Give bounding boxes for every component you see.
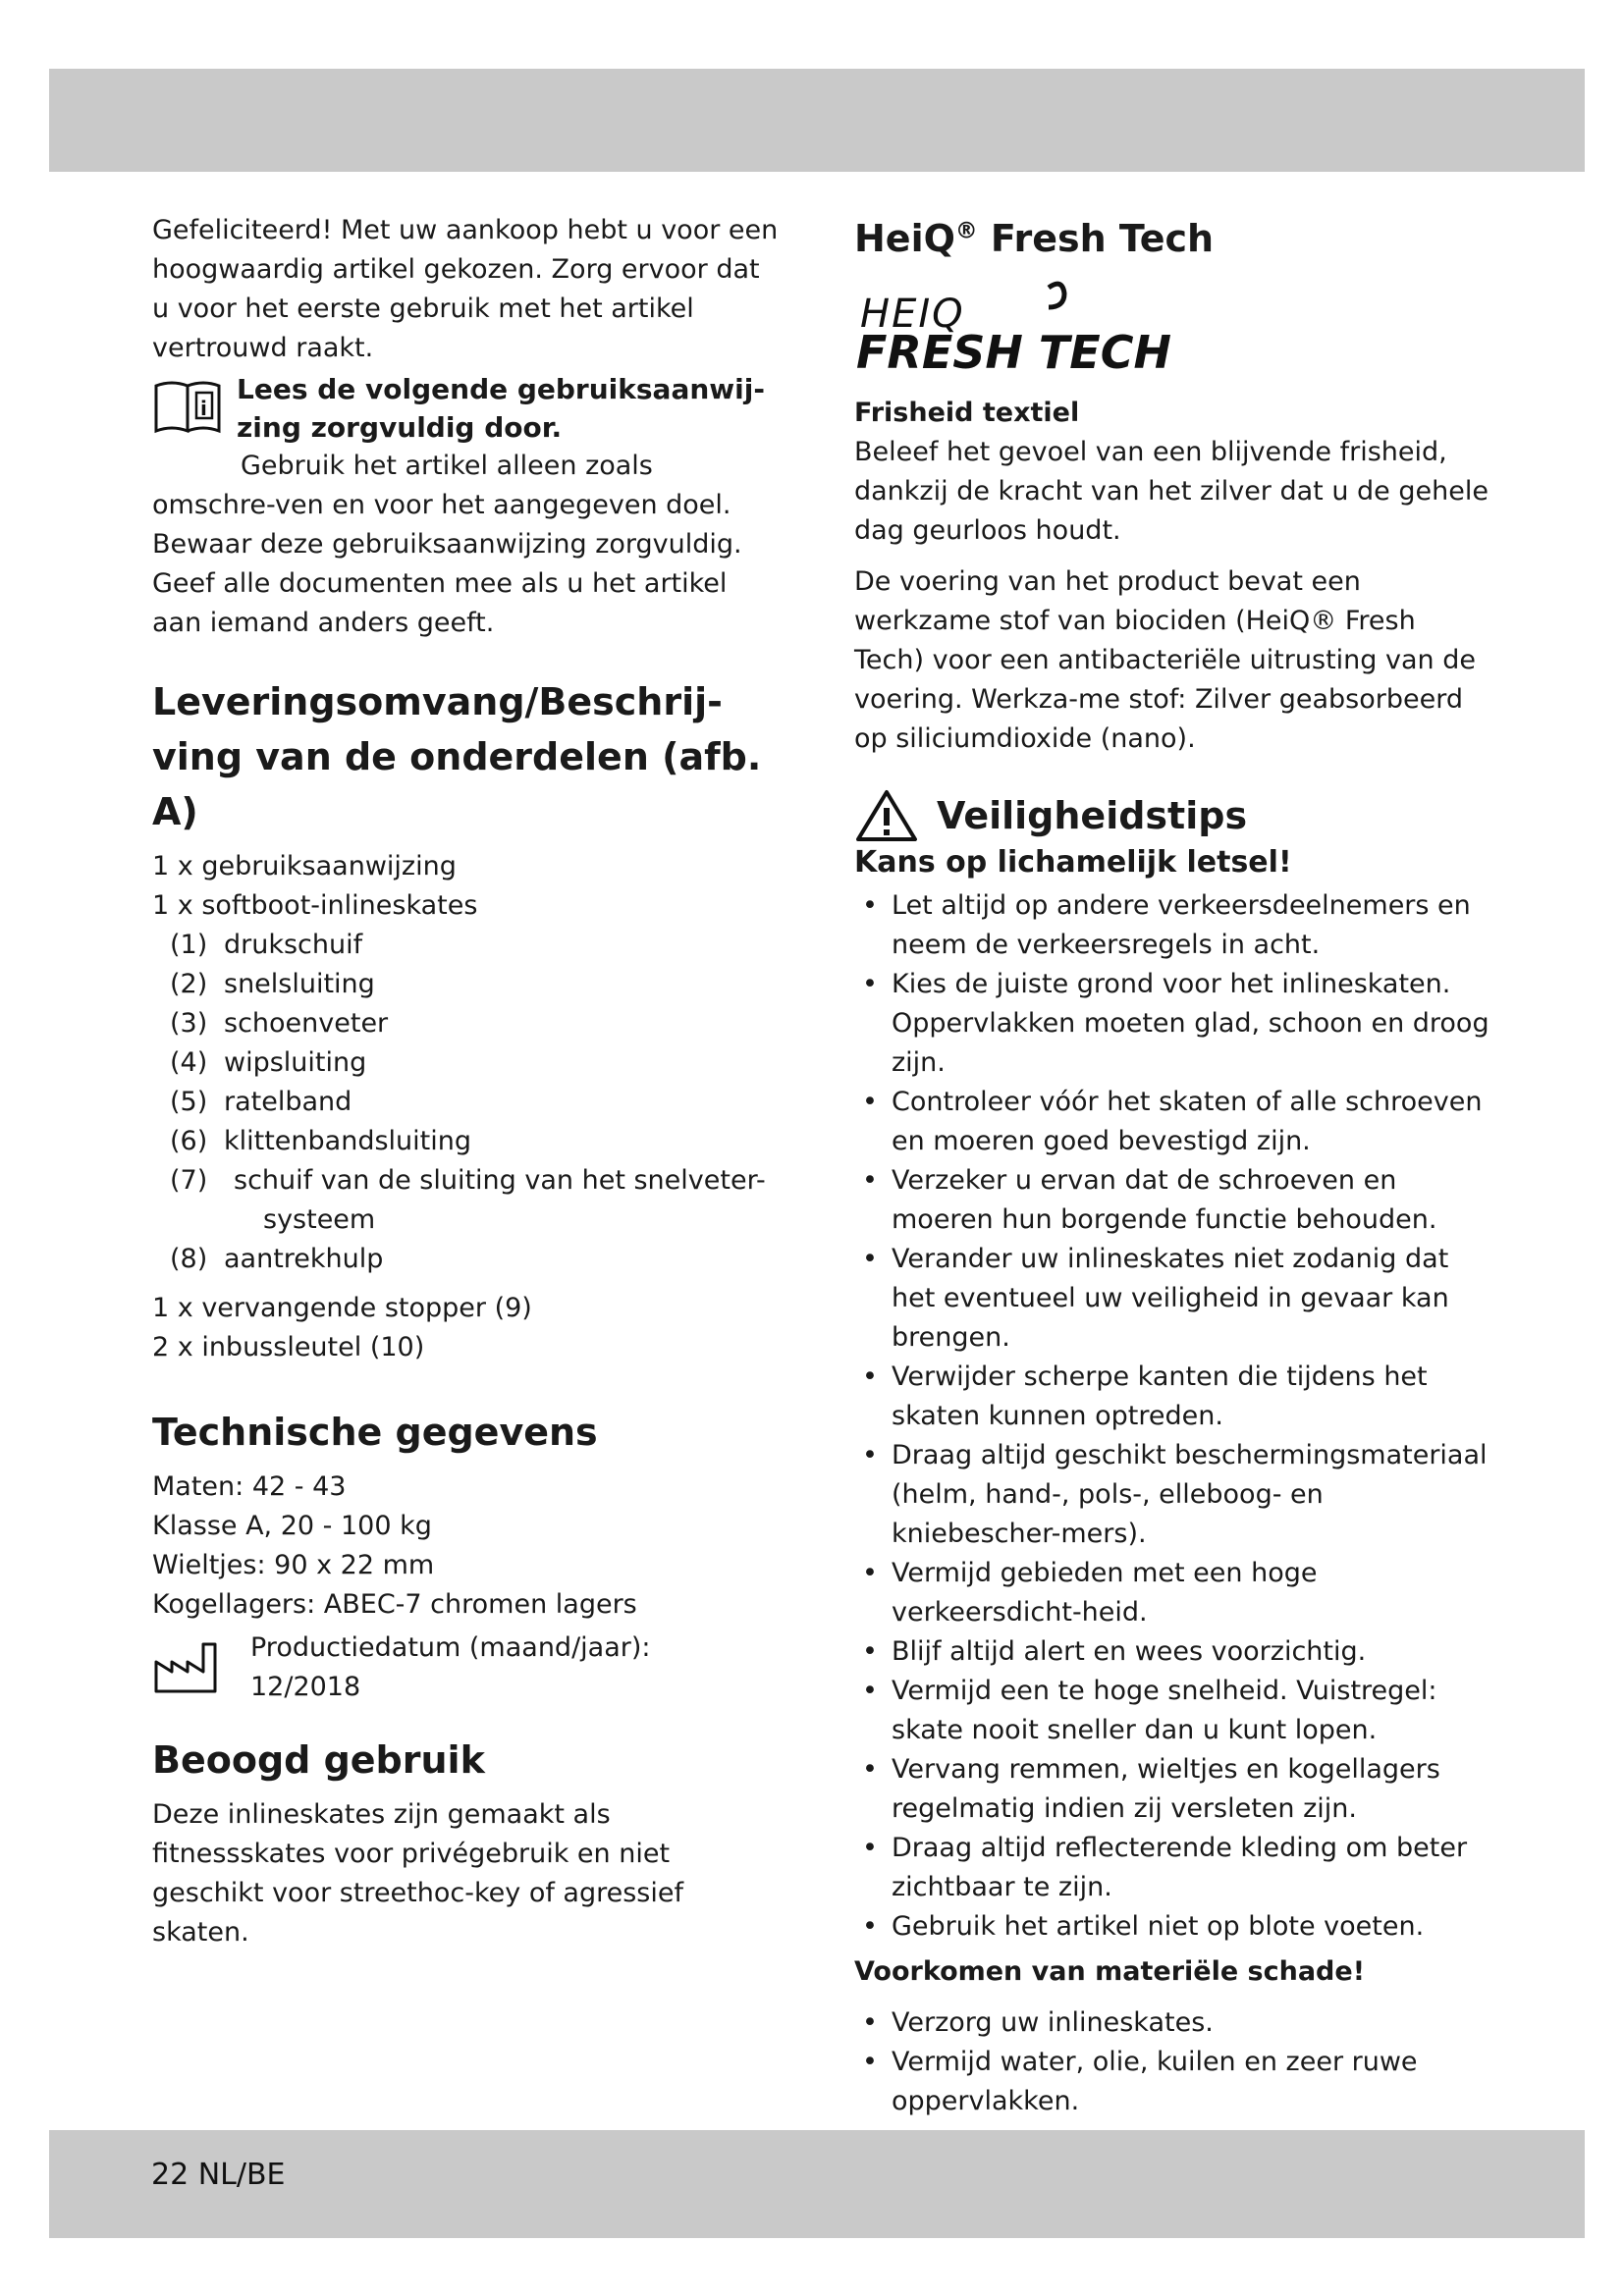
part-number: (1): [170, 930, 208, 960]
warning-triangle-icon: [854, 788, 919, 843]
list-item: • Vermijd gebieden met een hoge verkeersdicht-heid.: [854, 1554, 1492, 1632]
injury-title: Kans op lichamelijk letsel!: [854, 845, 1292, 880]
tech-list: [152, 1468, 781, 1707]
part-item: [152, 965, 781, 1004]
heiq-title: [854, 211, 1492, 266]
part-label: wipsluiting: [224, 1047, 367, 1078]
factory-icon: [152, 1629, 250, 1699]
part-number: (2): [170, 969, 208, 999]
list-item: • Draag altijd reflecterende kleding om beter zichtbaar te zijn.: [854, 1829, 1492, 1907]
tech-line: Maten: 42 - 43: [152, 1471, 347, 1502]
safety-heading: [854, 788, 1492, 843]
part-number: (8): [170, 1244, 208, 1274]
part-label-continued: systeem: [263, 1204, 376, 1235]
registered-mark: ®: [954, 218, 978, 244]
part-label: drukschuif: [224, 930, 363, 960]
injury-list: [854, 886, 1492, 1947]
list-item: 1 x gebruiksaanwijzing: [152, 851, 457, 881]
list-item: • Vermijd een te hoge snelheid. Vuistregel: skate nooit sneller dan u kunt lopen.: [854, 1672, 1492, 1750]
part-item: [152, 1083, 781, 1122]
tech-line: Wieltjes: 90 x 22 mm: [152, 1550, 435, 1580]
list-item: • Verwijder scherpe kanten die tijdens het skaten kunnen optreden.: [854, 1358, 1492, 1436]
part-number: (7): [170, 1165, 208, 1196]
header-bar: [49, 69, 1585, 172]
part-label: aantrekhulp: [224, 1244, 384, 1274]
heiq-title-rest: Fresh Tech: [977, 217, 1215, 260]
part-item: [152, 1240, 781, 1279]
list-item: • Verander uw inlineskates niet zodanig dat het eventueel uw veiligheid in gevaar kan brengen.: [854, 1240, 1492, 1358]
list-item: • Vermijd water, olie, kuilen en zeer ruwe oppervlakken.: [854, 2043, 1492, 2121]
logo-top-text: HEIQ: [860, 292, 965, 337]
list-item: • Verzeker u ervan dat de schroeven en moeren hun borgende functie behouden.: [854, 1161, 1492, 1240]
list-item: 1 x softboot-inlineskates: [152, 890, 478, 921]
heiq-text-2: De voering van het product bevat een werkzame stof van biociden (HeiQ® Fresh Tech) voor een antibacteriële uitrusting van de voering. Werkza-me stof: Zilver geabsorbeerd op siliciumdioxide (nano).: [854, 566, 1476, 754]
part-label: klittenbandsluiting: [224, 1126, 471, 1156]
production-date-row: [152, 1629, 781, 1707]
part-item: [152, 1043, 781, 1083]
use-text: Deze inlineskates zijn gemaakt als fitnessskates voor privégebruik en niet geschikt voor streethoc-key of agressief skaten.: [152, 1799, 683, 1948]
notice-text: Gebruik het artikel alleen zoals omschre-ven en voor het aangegeven doel.: [152, 451, 731, 520]
notice-bold-text: Lees de volgende gebruiksaanwij-zing zorgvuldig door.: [237, 373, 765, 444]
list-item: • Blijf altijd alert en wees voorzichtig.: [854, 1632, 1492, 1672]
tech-line: Klasse A, 20 - 100 kg: [152, 1511, 432, 1541]
part-item: [152, 1004, 781, 1043]
notice-block: [152, 370, 781, 447]
safety-title: Veiligheidstips: [937, 794, 1248, 837]
scope-list: [152, 847, 781, 1367]
part-item: [152, 1161, 781, 1240]
list-item: • Draag altijd geschikt beschermingsmateriaal (helm, hand-, pols-, elleboog- en kniebescher-mers).: [854, 1436, 1492, 1554]
part-label: snelsluiting: [224, 969, 375, 999]
list-item: • Gebruik het artikel niet op blote voeten.: [854, 1907, 1492, 1947]
list-item: • Vervang remmen, wieltjes en kogellagers regelmatig indien zij versleten zijn.: [854, 1750, 1492, 1829]
svg-text:i: i: [200, 397, 207, 420]
part-label: schoenveter: [224, 1008, 389, 1039]
list-item: 2 x inbussleutel (10): [152, 1332, 425, 1362]
tech-title: Technische gegevens: [152, 1411, 598, 1454]
page-number: 22 NL/BE: [151, 2158, 286, 2192]
heiq-subtitle: Frisheid textiel: [854, 398, 1080, 428]
heiq-fresh-tech-logo: [854, 278, 1492, 380]
part-number: (3): [170, 1008, 208, 1039]
list-item: • Controleer vóór het skaten of alle schroeven en moeren goed bevestigd zijn.: [854, 1083, 1492, 1161]
logo-bottom-text: FRESH TECH: [856, 326, 1171, 376]
heiq-title-main: HeiQ: [854, 217, 955, 260]
list-item: • Let altijd op andere verkeersdeelnemers en neem de verkeersregels in acht.: [854, 886, 1492, 965]
damage-list: [854, 2003, 1492, 2121]
part-label: schuif van de sluiting van het snelveter-: [234, 1165, 766, 1196]
part-number: (6): [170, 1126, 208, 1156]
scope-title: Leveringsomvang/Beschrij-ving van de onderdelen (afb. A): [152, 680, 762, 833]
tech-line: Kogellagers: ABEC-7 chromen lagers: [152, 1589, 637, 1620]
part-number: (4): [170, 1047, 208, 1078]
list-item: • Verzorg uw inlineskates.: [854, 2003, 1492, 2043]
heiq-text-1: Beleef het gevoel van een blijvende frisheid, dankzij de kracht van het zilver dat u de gehele dag geurloos houdt.: [854, 437, 1489, 546]
part-number: (5): [170, 1087, 208, 1117]
manual-info-icon: [152, 370, 237, 447]
part-label: ratelband: [224, 1087, 352, 1117]
part-item: [152, 1122, 781, 1161]
production-label: Productiedatum (maand/jaar):: [250, 1632, 651, 1663]
use-title: Beoogd gebruik: [152, 1738, 485, 1782]
left-column: [152, 211, 781, 1952]
production-date: 12/2018: [250, 1672, 361, 1702]
footer-bar: [49, 2130, 1585, 2238]
damage-title: Voorkomen van materiële schade!: [854, 1956, 1366, 1987]
keep-text: Bewaar deze gebruiksaanwijzing zorgvuldig. Geef alle documenten mee als u het artikel aan iemand anders geeft.: [152, 529, 742, 638]
intro-text: Gefeliciteerd! Met uw aankoop hebt u voor een hoogwaardig artikel gekozen. Zorg ervoor dat u voor het eerste gebruik met het artikel vertrouwd raakt.: [152, 215, 779, 363]
right-column: [854, 211, 1492, 2121]
list-item: 1 x vervangende stopper (9): [152, 1293, 532, 1323]
list-item: • Kies de juiste grond voor het inlineskaten. Oppervlakken moeten glad, schoon en droog zijn.: [854, 965, 1492, 1083]
part-item: [152, 926, 781, 965]
